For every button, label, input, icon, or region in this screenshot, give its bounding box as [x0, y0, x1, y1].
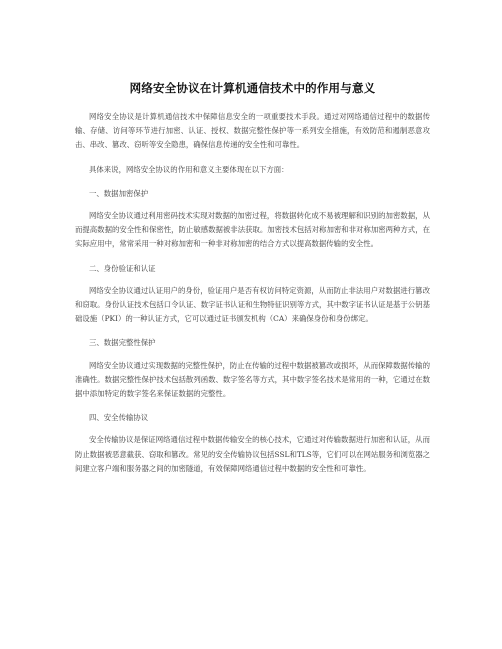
section-heading-encryption: 一、数据加密保护: [89, 188, 149, 198]
intro-paragraph: 网络安全协议是计算机通信技术中保障信息安全的一项重要技术手段。通过对网络通信过程中的数据传输、存储、访问等环节进行加密、认证、授权、数据完整性保护等一系列安全措施，有效防范和遏制恶意攻击、串改、篡改、窃听等安全隐患，确保信息传递的安全性和可靠性。: [75, 112, 430, 150]
section-body-authentication: 网络安全协议通过认证用户的身份，验证用户是否有权访问特定资源，从而防止非法用户对数据进行篡改和窃取。身份认证技术包括口令认证、数字证书认证和生物特征识别等方式，其中数字证书认证是基于公钥基础设施（PKI）的一种认证方式，它可以通过证书颁发机构（CA）来确保身份和身份绑定。: [75, 285, 430, 324]
section-heading-authentication: 二、身份验证和认证: [89, 263, 156, 273]
section-heading-secure-transport: 四、安全传输协议: [89, 413, 149, 423]
lead-paragraph: 具体来说，网络安全协议的作用和意义主要体现在以下方面：: [89, 164, 289, 174]
section-body-encryption: 网络安全协议通过利用密码技术实现对数据的加密过程，将数据转化成不易被理解和识别的加密数据，从而提高数据的安全性和保密性，防止敏感数据被非法获取。加密技术包括对称加密和非对称加密两种方式，在实际应用中，常常采用一种对称加密和一种非对称加密的结合方式以提高数据传输的安全性。: [75, 211, 430, 249]
section-body-integrity: 网络安全协议通过实现数据的完整性保护，防止在传输的过程中数据被篡改或损坏，从而保障数据传输的准确性。数据完整性保护技术包括散列函数、数字签名等方式，其中数字签名技术是常用的一种，它通过在数据中添加特定的数字签名来保证数据的完整性。: [75, 360, 430, 399]
section-heading-integrity: 三、数据完整性保护: [89, 338, 156, 348]
section-body-secure-transport: 安全传输协议是保证网络通信过程中数据传输安全的核心技术，它通过对传输数据进行加密和认证，从而防止数据被恶意截获、窃取和篡改。常见的安全传输协议包括SSL和TLS等，它们可以在网站服务和浏览器之间建立客户端和服务器之间的加密隧道，有效保障网络通信过程中数据的安全性和可靠性。: [75, 435, 430, 473]
document-page: [75, 80, 430, 486]
document-title: 网络安全协议在计算机通信技术中的作用与意义: [129, 81, 376, 95]
